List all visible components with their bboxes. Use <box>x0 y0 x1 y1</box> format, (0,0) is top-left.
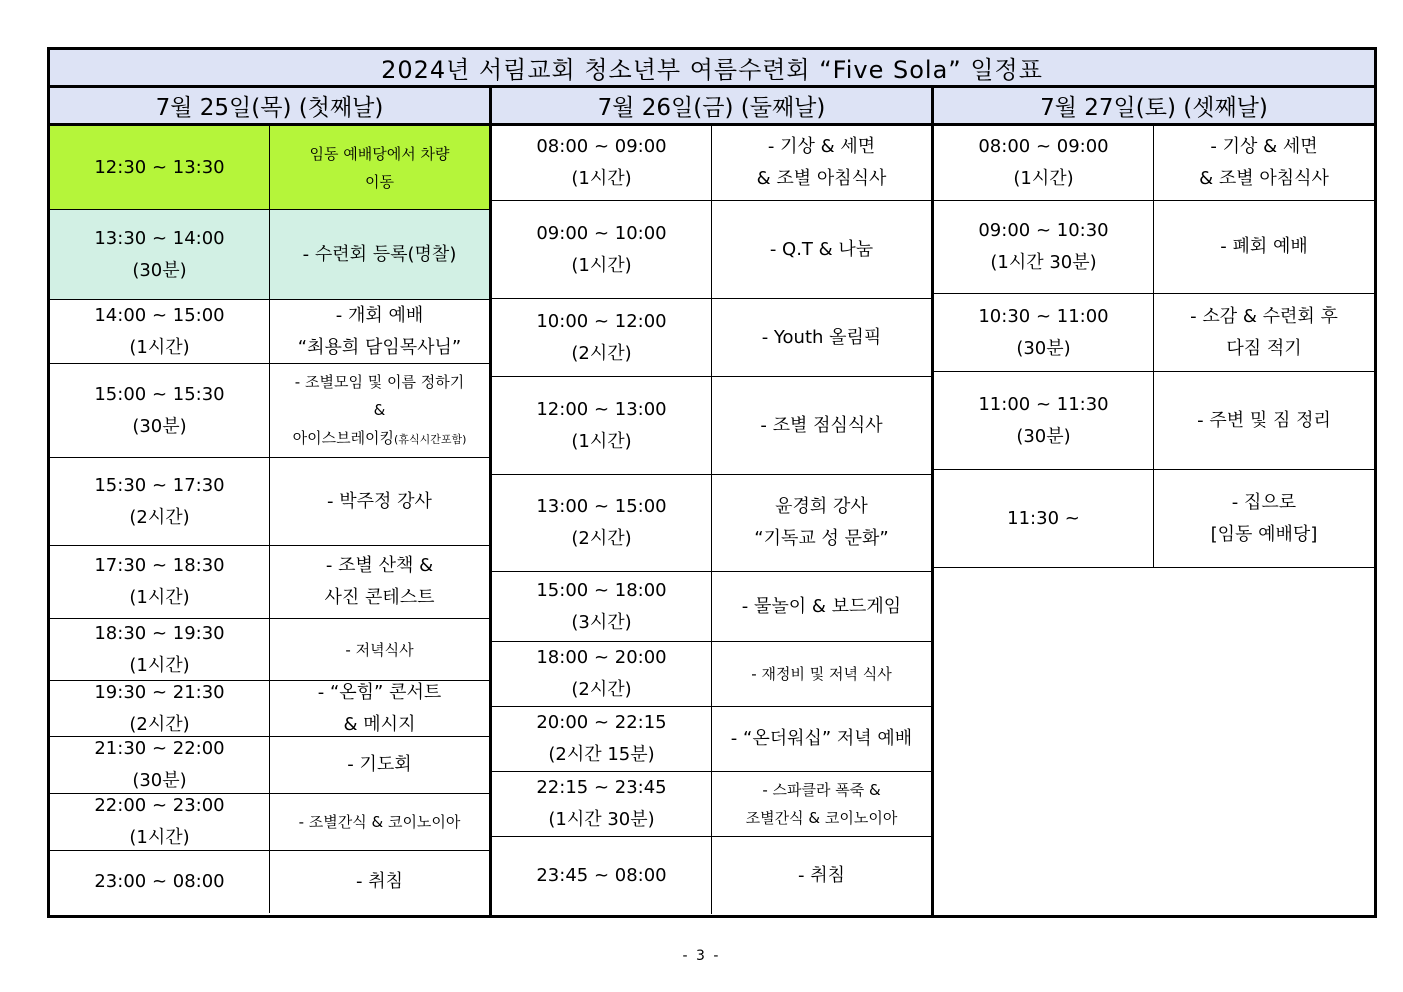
schedule-row <box>492 126 931 201</box>
time-cell <box>492 299 712 376</box>
time-line: (2시간) <box>129 713 190 735</box>
activity-cell <box>1154 126 1374 200</box>
time-cell <box>50 300 270 363</box>
time-line: (1시간 30분) <box>548 809 655 830</box>
activity-cell <box>270 458 489 545</box>
time-cell <box>934 126 1154 200</box>
schedule-row <box>492 475 931 572</box>
activity-line: - 기상 & 세면 <box>767 136 876 157</box>
activity-cell <box>270 681 489 736</box>
time-cell <box>50 619 270 680</box>
schedule-row <box>934 294 1374 372</box>
activity-line: - 집으로 <box>1231 491 1297 513</box>
time-cell <box>492 475 712 571</box>
schedule-row <box>50 681 489 737</box>
activity-cell <box>712 572 931 641</box>
time-cell <box>934 372 1154 469</box>
activity-line: - 조별모임 및 이름 정하기 <box>294 372 465 391</box>
activity-cell <box>712 772 931 836</box>
activity-cell <box>270 210 489 299</box>
activity-cell <box>712 707 931 771</box>
time-line: 22:00 ~ 23:00 <box>94 795 225 816</box>
schedule-row <box>50 364 489 458</box>
time-line: 12:30 ~ 13:30 <box>94 156 225 178</box>
time-line: 13:30 ~ 14:00 <box>94 227 225 249</box>
time-line: (1시간 30분) <box>990 252 1097 273</box>
schedule-row <box>934 372 1374 470</box>
time-line: (30분) <box>132 415 187 437</box>
time-cell <box>50 364 270 457</box>
activity-cell <box>270 546 489 618</box>
time-cell <box>492 642 712 706</box>
page-number: - 3 - <box>682 948 721 964</box>
activity-cell <box>270 794 489 850</box>
activity-line: 사진 콘테스트 <box>324 587 435 608</box>
time-line: 12:00 ~ 13:00 <box>536 398 667 420</box>
time-cell <box>50 210 270 299</box>
activity-cell <box>1154 470 1374 567</box>
time-cell <box>492 201 712 298</box>
activity-line: 아이스브레이킹(휴식시간포함) <box>292 428 467 447</box>
time-line: 21:30 ~ 22:00 <box>94 738 225 759</box>
activity-line: 윤경희 강사 <box>775 496 868 517</box>
schedule-title: 2024년 서림교회 청소년부 여름수련회 “Five Sola” 일정표 <box>50 50 1374 88</box>
day-header: 7월 27일(토) (셋째날) <box>934 88 1374 126</box>
time-line: (1시간) <box>571 168 632 189</box>
time-cell <box>492 837 712 914</box>
activity-line: & 메시지 <box>343 713 416 735</box>
schedule-row <box>492 837 931 914</box>
time-line: 19:30 ~ 21:30 <box>94 681 225 703</box>
time-line: (2시간) <box>571 679 632 700</box>
time-line: 17:30 ~ 18:30 <box>94 555 225 576</box>
activity-cell <box>270 851 489 913</box>
activity-cell <box>712 299 931 376</box>
activity-line: - 취침 <box>798 864 845 886</box>
schedule-row <box>50 126 489 210</box>
activity-line: - 스파클라 폭죽 & <box>762 781 881 799</box>
day-rows <box>492 126 931 914</box>
activity-line: & 조별 아침식사 <box>756 168 887 189</box>
time-line: (1시간) <box>129 654 190 676</box>
day-column-1 <box>50 88 492 915</box>
time-line: (1시간) <box>1013 168 1074 189</box>
time-line: (3시간) <box>571 611 632 633</box>
schedule-row <box>492 572 931 642</box>
activity-line: - 조별 점심식사 <box>760 414 883 436</box>
activity-line: “기독교 성 문화” <box>754 528 889 549</box>
time-line: (1시간) <box>571 254 632 276</box>
activity-line: & <box>373 400 386 419</box>
time-line: (30분) <box>1016 337 1071 359</box>
activity-line: - 기도회 <box>347 754 412 775</box>
activity-cell <box>270 737 489 793</box>
activity-line: - Q.T & 나눔 <box>769 238 874 260</box>
time-line: 11:00 ~ 11:30 <box>978 393 1109 415</box>
activity-cell <box>712 126 931 200</box>
time-line: (30분) <box>1016 425 1071 447</box>
activity-line: [임동 예배당] <box>1210 523 1318 545</box>
schedule-row <box>492 377 931 475</box>
time-line: 22:15 ~ 23:45 <box>536 777 667 798</box>
activity-line: - 재정비 및 저녁 식사 <box>751 665 892 683</box>
day-column-2 <box>492 88 934 915</box>
schedule-row <box>50 737 489 794</box>
time-cell <box>50 794 270 850</box>
activity-line: - 기상 & 세면 <box>1210 136 1318 157</box>
schedule-row <box>50 458 489 546</box>
day-column-3 <box>934 88 1374 915</box>
time-cell <box>492 572 712 641</box>
activity-line: “최용희 담임목사님” <box>297 336 462 358</box>
schedule-row <box>492 772 931 837</box>
time-cell <box>50 851 270 913</box>
activity-cell <box>712 475 931 571</box>
time-line: 15:00 ~ 18:00 <box>536 579 667 601</box>
activity-cell <box>270 300 489 363</box>
time-cell <box>50 546 270 618</box>
time-line: 09:00 ~ 10:00 <box>536 222 667 244</box>
activity-line: - 폐회 예배 <box>1220 236 1308 257</box>
activity-line: - 조별간식 & 코이노이아 <box>298 813 461 831</box>
schedule-row <box>492 299 931 377</box>
time-line: (30분) <box>132 259 187 281</box>
time-cell <box>50 458 270 545</box>
time-line: 09:00 ~ 10:30 <box>978 220 1109 241</box>
schedule-row <box>50 794 489 851</box>
time-line: (2시간) <box>129 506 190 528</box>
activity-cell <box>270 619 489 680</box>
time-line: (2시간 15분) <box>548 744 655 765</box>
activity-line: - Youth 올림픽 <box>761 326 882 348</box>
schedule-row <box>934 470 1374 568</box>
time-line: 10:30 ~ 11:00 <box>978 305 1109 327</box>
activity-line: 조별간식 & 코이노이아 <box>745 809 898 827</box>
time-cell <box>50 681 270 736</box>
activity-cell <box>270 364 489 457</box>
activity-line: - 물놀이 & 보드게임 <box>741 595 902 617</box>
schedule-table <box>47 47 1377 918</box>
activity-cell <box>1154 372 1374 469</box>
time-cell <box>492 126 712 200</box>
activity-line: - 저녁식사 <box>345 640 414 659</box>
day-header: 7월 25일(목) (첫째날) <box>50 88 489 126</box>
day-header: 7월 26일(금) (둘째날) <box>492 88 931 126</box>
day-rows <box>50 126 489 913</box>
activity-cell <box>712 642 931 706</box>
schedule-row <box>492 707 931 772</box>
activity-line: - “온힘” 콘서트 <box>317 681 442 703</box>
schedule-row <box>50 300 489 364</box>
schedule-row <box>50 619 489 681</box>
activity-line: 이동 <box>365 172 394 191</box>
activity-line: 다짐 적기 <box>1226 337 1302 359</box>
activity-cell <box>270 126 489 209</box>
activity-line: - 주변 및 짐 정리 <box>1197 409 1331 431</box>
day-rows <box>934 126 1374 568</box>
time-line: (2시간) <box>571 528 632 549</box>
schedule-row <box>50 546 489 619</box>
activity-cell <box>712 201 931 298</box>
schedule-row <box>934 126 1374 201</box>
activity-cell <box>1154 294 1374 371</box>
time-cell <box>934 201 1154 293</box>
time-line: (2시간) <box>571 342 632 364</box>
activity-line: 임동 예배당에서 차량 <box>309 144 450 163</box>
time-cell <box>934 294 1154 371</box>
time-line: 15:00 ~ 15:30 <box>94 383 225 405</box>
activity-cell <box>1154 201 1374 293</box>
time-line: (1시간) <box>129 587 190 608</box>
time-line: 10:00 ~ 12:00 <box>536 310 667 332</box>
time-line: (30분) <box>132 770 187 791</box>
activity-line: - “온더워십” 저녁 예배 <box>730 728 913 749</box>
activity-line: - 소감 & 수련회 후 <box>1190 305 1338 327</box>
activity-line: & 조별 아침식사 <box>1199 168 1329 189</box>
activity-note: (휴식시간포함) <box>394 432 467 446</box>
time-line: (1시간) <box>129 336 190 358</box>
time-line: 20:00 ~ 22:15 <box>536 712 667 733</box>
time-cell <box>50 126 270 209</box>
time-line: 14:00 ~ 15:00 <box>94 304 225 326</box>
schedule-row <box>50 210 489 300</box>
activity-cell <box>712 377 931 474</box>
schedule-row <box>492 201 931 299</box>
activity-line: - 취침 <box>356 871 403 892</box>
time-cell <box>492 772 712 836</box>
schedule-row <box>50 851 489 913</box>
time-cell <box>934 470 1154 567</box>
time-line: 08:00 ~ 09:00 <box>536 136 667 157</box>
activity-line: - 수련회 등록(명찰) <box>302 243 457 265</box>
time-line: 23:45 ~ 08:00 <box>536 864 667 886</box>
time-line: (1시간) <box>129 827 190 848</box>
time-line: 23:00 ~ 08:00 <box>94 871 225 892</box>
activity-line: - 박주정 강사 <box>327 490 432 512</box>
time-line: 13:00 ~ 15:00 <box>536 496 667 517</box>
activity-cell <box>712 837 931 914</box>
time-cell <box>492 707 712 771</box>
time-line: 08:00 ~ 09:00 <box>978 136 1109 157</box>
activity-line: - 개회 예배 <box>335 304 424 326</box>
schedule-row <box>934 201 1374 294</box>
time-cell <box>492 377 712 474</box>
activity-line: - 조별 산책 & <box>325 555 434 576</box>
time-line: (1시간) <box>571 430 632 452</box>
time-line: 15:30 ~ 17:30 <box>94 474 225 496</box>
time-line: 18:00 ~ 20:00 <box>536 647 667 668</box>
time-line: 11:30 ~ <box>1007 507 1080 529</box>
time-cell <box>50 737 270 793</box>
schedule-row <box>492 642 931 707</box>
time-line: 18:30 ~ 19:30 <box>94 622 225 644</box>
